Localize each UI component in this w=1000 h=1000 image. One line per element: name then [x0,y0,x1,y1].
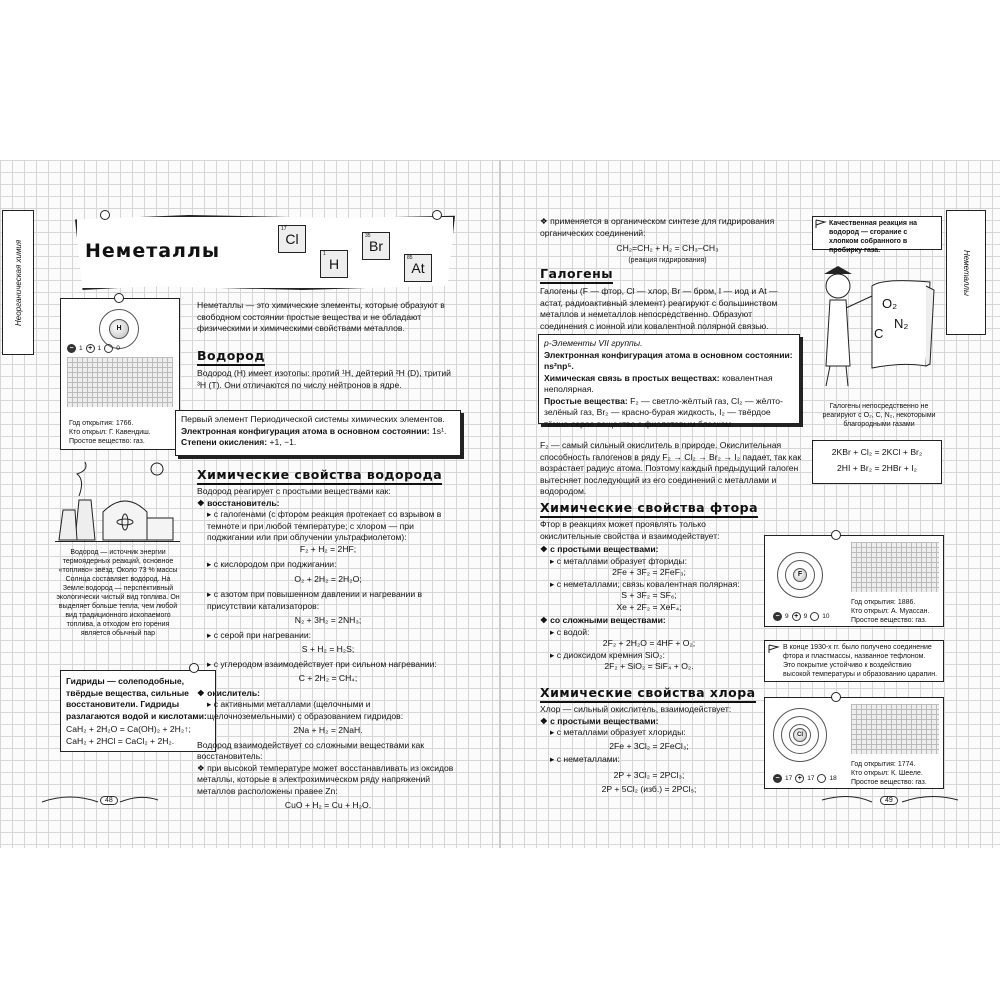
hydrogen-isotopes-text: Водород (Н) имеет изотопы: протий ¹H, дейтерий ²H (D), тритий ³H (T). Они отличаются по числу нейтронов в ядре. [197,368,451,390]
section-heading-halogens: Галогены [540,266,613,284]
discovery-year: Год открытия: 1774. [851,761,916,768]
fluorine-chem-content: Фтор в реакциях может проявлять только окислительные свойства и взаимодействует: ❖ с простыми веществами: ▸ с металлами образует фториды: 2Fe + 3F₂ = 2FeF₃; ▸ с неметаллами; связь ковалентная полярная: S + 3F₂ = SF₆; Xe + 2F₂ = XeF₄; ❖ со сложными веществами: ▸ с водой: 2F₂ + 2H₂O = 4HF + O₂; ▸ с диоксидом кремния SiO₂: 2F₂ + SiO₂ = SiF₄ + O₂. [540,519,740,671]
hydrides-box: Гидриды — солеподобные, твёрдые вещества, сильные восстановители. Гидриды разлагаются водой и кислотами: CaH₂ + 2H₂O = Ca(OH)₂ + 2H₂↑; CaH₂ + 2HCl = CaCl₂ + 2H₂. [60,670,216,752]
pin-icon [114,293,124,303]
element-tile: 1 H [320,250,348,278]
decor-swirl-icon [820,790,960,810]
left-side-label: Неорганическая химия [2,210,34,355]
simple-substance: Простое вещество: газ. [851,617,927,624]
element-tile: 85 At [404,254,432,282]
displacement-box: 2KBr + Cl₂ = 2KCl + Br₂ 2HI + Br₂ = 2HBr + I₂ [812,440,942,484]
page-title: Неметаллы [85,240,221,262]
halogens-info-box: p-Элементы VII группы. Электронная конфигурация атома в основном состоянии: ns²np⁵. Химическая связь в простых веществах: ковалентная неполярная. Простые вещества: F₂ — светло-жёлтый газ, Cl₂ — жёлто-зелёный газ, Br₂ — красно-бурая жидкость, I₂ — твёрдое тёмно-серое вещество с фиолетовым блеском. [538,334,800,424]
section-heading-fluorine-chem: Химические свойства фтора [540,500,758,518]
decor-swirl-icon [40,790,160,810]
power-plant-illustration [55,460,180,542]
particle-counter: − 17 + 17 18 [773,774,837,783]
section-heading-hydrogen: Водород [197,348,265,366]
section-heading-hydrogen-chem: Химические свойства водорода [197,467,442,485]
scientist-illustration [812,256,942,396]
element-tile: 35 Br [362,232,390,260]
atom-nucleus: H [109,319,129,339]
fluorine-card [764,535,944,627]
simple-substance: Простое вещество: газ. [851,779,927,786]
pin-icon [100,210,110,220]
pin-icon [831,530,841,540]
gas-label-c: C [874,326,884,341]
particle-counter: − 9 + 9 10 [773,612,829,621]
atom-nucleus: Cl [793,728,807,742]
hydrogenation-text: ❖ применяется в органическом синтезе для гидрирования органических соединений: CH₂=CH₂ + H₂ = CH₃–CH₃ (реакция гидрирования) [540,216,775,264]
simple-substance: Простое вещество: газ. [69,438,145,445]
halogens-text: Галогены (F — фтор, Cl — хлор, Br — бром, I — иод и At — астат, радиоактивный элемент) реагируют с большинством металлов и неметаллов непосредственно. Образуют соединения с ионной или ковалентной полярной связью. [540,286,778,331]
gas-label-o2: O₂ [882,296,898,311]
section-heading-chlorine-chem: Химические свойства хлора [540,685,756,703]
discoverer: Кто открыл: А. Муассан. [851,608,930,615]
gas-label-n2: N₂ [894,316,909,331]
hydrogen-fuel-caption: Водород — источник энергии термоядерных реакций, основное «топливо» звёзд. Около 73 % массы Солнца составляет водород. На Земле водород — перспективный экологически чистый вид топлива. Он выделяет больше тепла, чем любой вид традиционного ископаемого топлива, а отходом его горения является обычный пар [56,549,180,637]
hydrogen-info-box: Первый элемент Периодической системы химических элементов. Электронная конфигурация атома в основном состоянии: 1s¹. Степени окисления: +1, −1. [175,410,461,456]
flag-icon [815,219,827,229]
periodic-table-mini [851,542,939,592]
hydrogen-card [60,298,180,450]
teflon-note: В конце 1930-х гг. было получено соединение фтора и пластмассы, названное тефлоном. Это покрытие устойчиво к воздействию высокой температуры и образованию царапин. [764,640,944,682]
right-side-label: Неметаллы [946,210,986,335]
discoverer: Кто открыл: К. Шееле. [851,770,923,777]
fluorine-oxidizer-text: F₂ — самый сильный окислитель в природе. Окислительная способность галогенов в ряду F₂ → Cl₂ → Br₂ → I₂ падает, так как возрастает радиус атома. Поэтому каждый предыдущий галоген вытесняет последующий из его соединений с металлами и водородом. [540,440,802,496]
intro-text: Неметаллы — это химические элементы, которые образуют в свободном состоянии простые вещества и не обладают физическими и химическими свойствами металлов. [197,300,445,333]
particle-counter: − 1 + 1 0 [67,344,120,353]
chlorine-chem-content: Хлор — сильный окислитель, взаимодействует: ❖ с простыми веществами: ▸ с металлами образует хлориды: 2Fe + 3Cl₂ = 2FeCl₃; ▸ с неметаллами: 2P + 3Cl₂ = 2PCl₃; 2P + 5Cl₂ (изб.) = 2PCl₅; [540,704,732,794]
pin-icon [432,210,442,220]
quality-reaction-note: Качественная реакция на водород — сгорание с хлопком собранного в пробирку газа. [812,216,942,250]
chlorine-card [764,697,944,789]
page-number: 49 [880,796,898,805]
power-plant-icon [55,460,180,542]
book-spine [499,160,501,848]
flag-icon [768,644,780,654]
hydrogen-chem-content: Водород реагирует с простыми веществами как: ❖ восстановитель: ▸ с галогенами (с фтором реакция протекает со взрывом в темноте и при любой температуре; с хлором — при поджигании или при облучении ультрафиолетом): F₂ + H₂ = 2HF; ▸ с кислородом при поджигании: O₂ + 2H₂ = 2H₂O; ▸ с азотом при повышенном давлении и нагревании в присутствии катализаторов: N₂ + 3H₂ = 2NH₃; ▸ с серой при нагревании: S + H₂ = H₂S; ▸ с углеродом взаимодействует при сильном нагревании: C + 2H₂ = CH₄; ❖ окислитель: ▸ с активными металлами (щелочными и щелочноземельными) с образованием гидридов: 2Na + H₂ = 2NaH. Водород взаимодействует со сложными веществами как восстановитель: ❖ при высокой температуре может восстанавливать из оксидов металлы, которые в электрохимическом ряду напряжений металлов расположены правее Zn: CuO + H₂ = Cu + H₂O. [197,486,454,810]
discovery-year: Год открытия: 1766. [69,420,134,427]
atom-nucleus: F [793,568,807,582]
periodic-table-mini [67,357,173,407]
discovery-year: Год открытия: 1886. [851,599,916,606]
pin-icon [831,692,841,702]
halogens-gases-caption: Галогены непосредственно не реагируют с O₂, C, N₂, некоторыми благородными газами [822,403,936,428]
element-tile: 17 Cl [278,225,306,253]
periodic-table-mini [851,704,939,754]
discoverer: Кто открыл: Г. Кавендиш. [69,429,151,436]
page-number: 48 [100,796,118,805]
